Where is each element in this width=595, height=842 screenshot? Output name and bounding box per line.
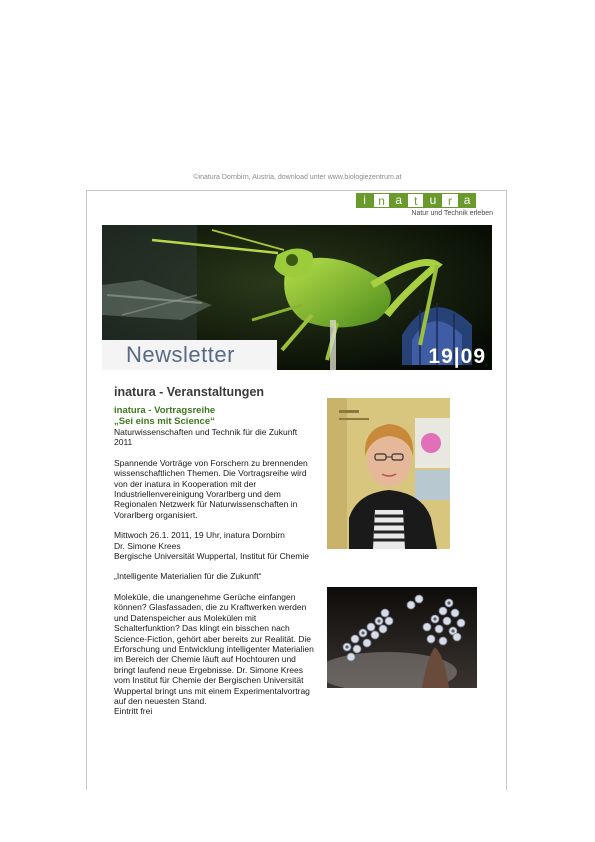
logo-tagline: Natur und Technik erleben <box>411 210 493 217</box>
speaker-portrait <box>327 398 450 549</box>
banner-image <box>102 225 492 370</box>
event-date-location: Mittwoch 26.1. 2011, 19 Uhr, inatura Dornbirn <box>114 530 285 541</box>
logo-letter: u <box>424 193 441 208</box>
newsletter-label: Newsletter <box>102 340 277 370</box>
logo-letter: n <box>373 193 390 208</box>
admission-note: Eintritt frei <box>114 706 153 717</box>
series-subtitle: „Sei eins mit Science“ <box>114 416 215 427</box>
logo-letter: a <box>390 193 407 208</box>
logo-letter: a <box>459 193 476 208</box>
series-description: Naturwissenschaften und Technik für die Zukunft 2011 <box>114 427 298 448</box>
logo-letter: t <box>407 193 424 208</box>
copyright-notice: ©inatura Dornbirn, Austria, download unter www.biologiezentrum.at <box>193 174 402 181</box>
issue-number: 19|09 <box>428 345 486 368</box>
section-title: inatura - Veranstaltungen <box>114 385 265 399</box>
inatura-logo <box>356 193 493 221</box>
article-content <box>114 385 314 717</box>
smart-materials-photo <box>327 587 477 688</box>
speaker-name: Dr. Simone Krees <box>114 540 181 551</box>
speaker-affiliation: Bergische Universität Wuppertal, Institut für Chemie <box>114 551 309 562</box>
logo-letters <box>356 193 493 208</box>
logo-letter: i <box>356 193 373 208</box>
talk-description: Moleküle, die unangenehme Gerüche einfangen können? Glasfassaden, die zu Kraftwerken werden und Datenspeicher aus Molekülen mit Schalterfunktion? Das klingt ein bisschen nach Science-Fiction, gehört aber bereits zur Realität. Die Erforschung und Entwicklung intelligenter Materialien im Bereich der Chemie läuft auf Hochtouren und bringt laufend neue Ergebnisse. Dr. Simone Krees vom Institut für Chemie der Bergischen Universität Wuppertal bringt uns mit einem Experimentalvortrag auf den neuesten Stand. <box>114 591 314 706</box>
talk-title: „Intelligente Materialien für die Zukunft“ <box>114 571 262 582</box>
intro-paragraph: Spannende Vorträge von Forschern zu brennenden wissenschaftlichen Themen. Die Vortragsreihe wird von der inatura in Kooperation mit der Industriellenvereinigung Vorarlberg und dem Regionalen Netzwerk für Naturwissenschaften in Vorarlberg organisiert. <box>114 457 308 520</box>
series-title: inatura - Vortragsreihe <box>114 405 216 416</box>
logo-letter: r <box>441 193 458 208</box>
